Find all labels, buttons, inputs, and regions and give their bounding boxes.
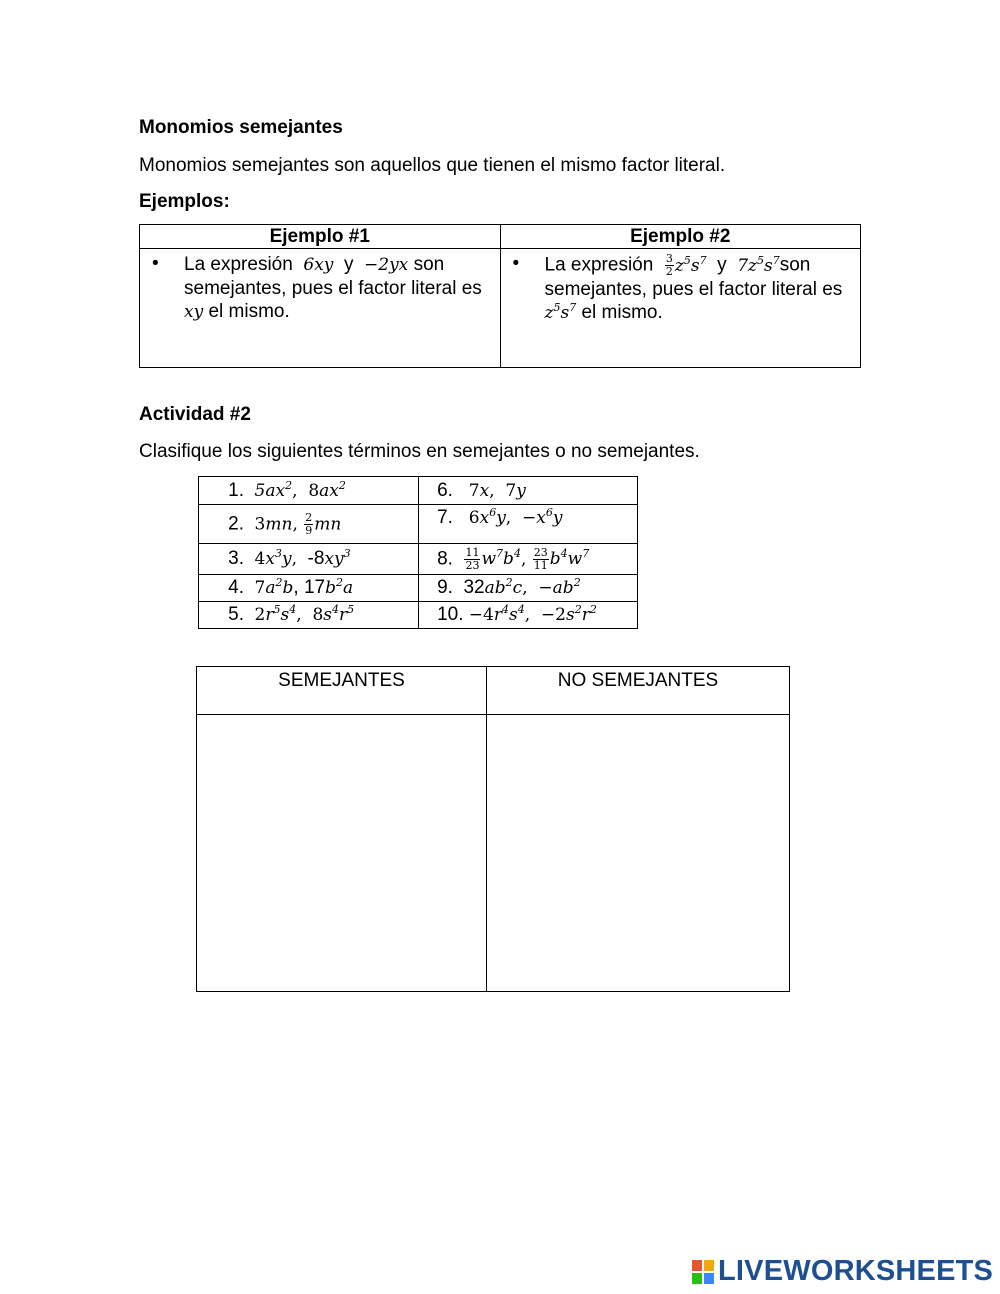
- literal-factor-z5s7: $z^5s^7$: [544, 301, 577, 323]
- logo-text: LIVEWORKSHEETS: [718, 1255, 994, 1287]
- expr-3-2-z5s7: $\frac{3}{2}$ $z^5s^7$: [665, 252, 707, 278]
- no-semejantes-dropzone[interactable]: [487, 715, 790, 992]
- term-4: 4. $7a^2b$, $17b^2a$: [199, 575, 419, 602]
- examples-table: [139, 224, 861, 368]
- semejantes-dropzone[interactable]: [197, 715, 487, 992]
- term-1: 1. $5ax^2$, $8ax^2$: [199, 477, 419, 505]
- section-title: Monomios semejantes: [139, 117, 343, 138]
- term-7: 7. $6x^6y$, $-x^6y$: [418, 505, 638, 544]
- bullet-icon: •: [512, 253, 520, 274]
- definition-text: Monomios semejantes son aquellos que tienen el mismo factor literal.: [139, 155, 726, 176]
- expr-minus-2yx: −2yx: [364, 255, 409, 275]
- expr-6xy: 6xy: [303, 255, 334, 275]
- liveworksheets-logo: [692, 1255, 993, 1288]
- example-1-header: Ejemplo #1: [140, 225, 501, 249]
- activity-title: Actividad #2: [139, 404, 251, 425]
- term-8: 8. $\frac{11}{23}$ $w^7b^4$, $\frac{23}{11}$ $b^4w^7$: [418, 544, 638, 575]
- bullet-icon: •: [152, 253, 159, 274]
- examples-title: Ejemplos:: [139, 191, 230, 212]
- term-9: 9. $32ab^2c$, $-ab^2$: [418, 575, 638, 602]
- term-2: 2. 3mn, $\frac{2}{9}$ mn: [199, 505, 419, 544]
- no-semejantes-header: NO SEMEJANTES: [487, 667, 790, 715]
- term-6: 6. 7x, 7y: [418, 477, 638, 505]
- literal-factor-xy: xy: [184, 302, 204, 322]
- terms-table: [198, 476, 638, 629]
- term-5: 5. $2r^5s^4$, $8s^4r^5$: [199, 602, 419, 629]
- example-2-header: Ejemplo #2: [500, 225, 861, 249]
- example-1-cell: • La expresión 6xy y −2yx son semejantes, pues el factor literal es xy el mismo.: [140, 249, 501, 368]
- classification-table: [196, 666, 790, 992]
- term-10: 10. $-4r^4s^4$, $-2s^2r^2$: [418, 602, 638, 629]
- activity-instruction: Clasifique los siguientes términos en semejantes o no semejantes.: [139, 441, 700, 462]
- example-2-cell: • La expresión $\frac{3}{2}$ $z^5s^7$ y $7z^5s^7son$ semejantes, pues el factor literal es $z^5s^7$ el mismo.: [500, 249, 861, 368]
- expr-7z5s7: $7z^5s^7$: [737, 253, 780, 276]
- term-3: 3. $4x^3y$, $-8xy^3$: [199, 544, 419, 575]
- semejantes-header: SEMEJANTES: [197, 667, 487, 715]
- logo-mark-icon: [692, 1260, 714, 1284]
